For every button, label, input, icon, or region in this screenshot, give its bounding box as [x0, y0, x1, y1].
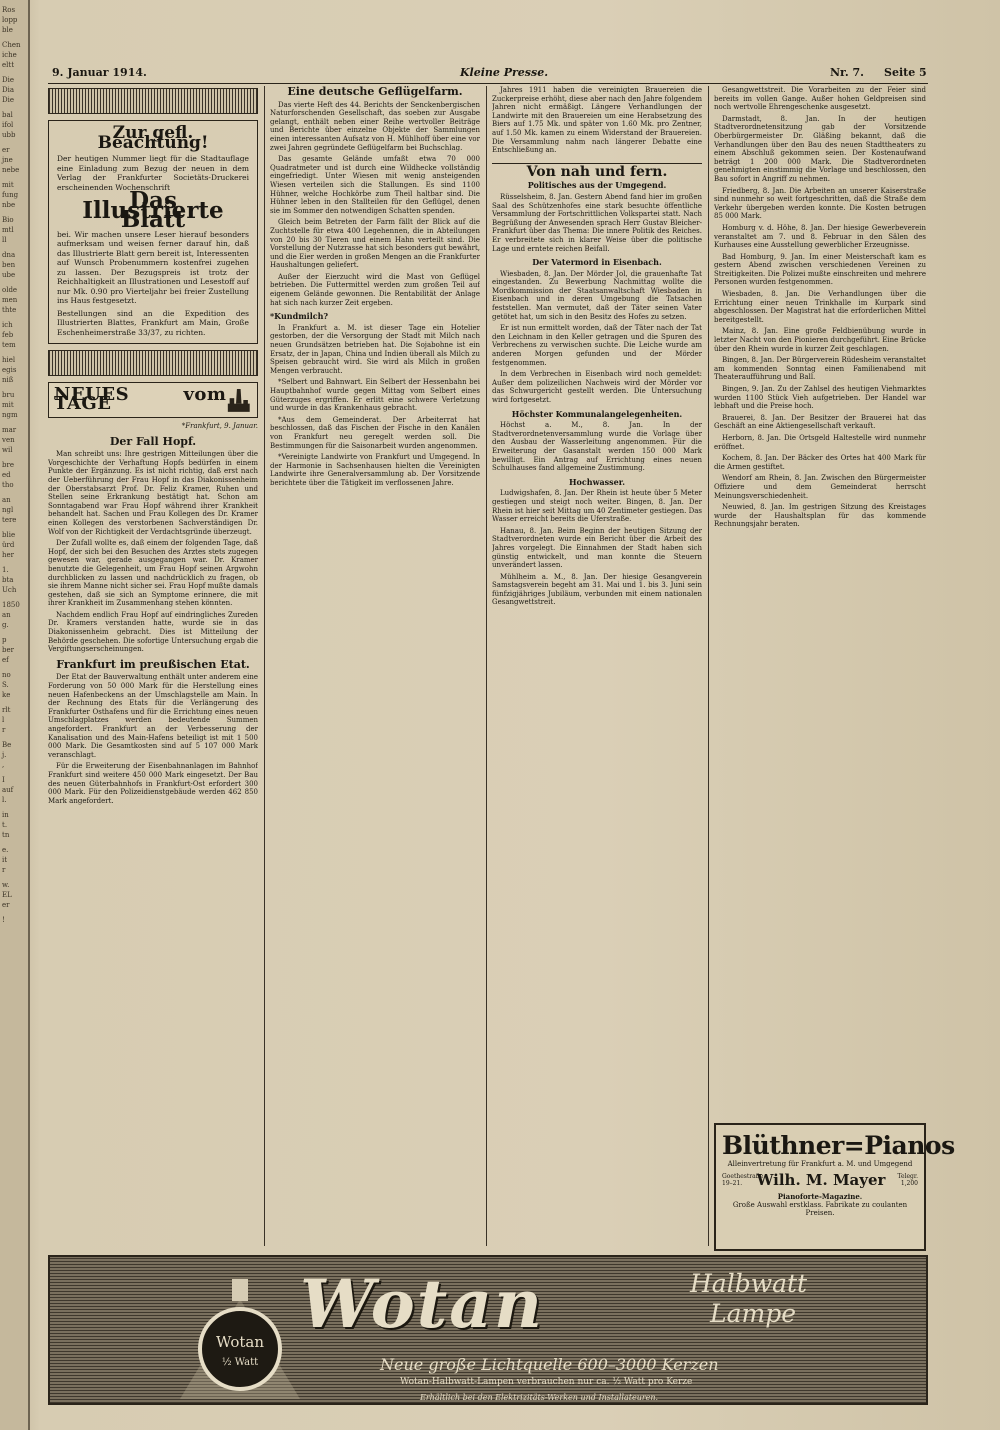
previous-page-fragment: 1. [2, 566, 9, 574]
article-paragraph: *Aus dem Gemeinderat. Der Arbeiterrat hat beschlossen, daß das Fischen der Fische in den Kanälen von Frankfurt neu geregelt werden soll. Die Bestimmungen für die Saisonarbeit wurden angenommen. [270, 415, 480, 450]
article-paragraph: Homburg v. d. Höhe, 8. Jan. Der hiesige Gewerbeverein veranstaltet am 7. und 8. Februar in den Sälen des Kurhauses eine Ausstellung gewerblicher Erzeugnisse. [714, 223, 926, 250]
previous-page-fragment: in [2, 811, 9, 819]
previous-page-fragment: p [2, 636, 7, 644]
previous-page-fragment: thte [2, 306, 17, 314]
previous-page-fragment: mit [2, 401, 14, 409]
wotan-footer: Erhältlich bei den Elektrizitäts-Werken und Installateuren. [420, 1393, 659, 1402]
previous-page-fragment: mit [2, 181, 14, 189]
ad-line: Große Auswahl erstklass. Fabrikate zu coulanten Preisen. [732, 1201, 908, 1217]
ad-line: Pianoforte-Magazine. [777, 1192, 863, 1201]
previous-page-fragment: auf [2, 786, 14, 794]
article-title: Hochwasser. [568, 476, 625, 487]
section-logo-text: NEUES vom TAGE [54, 384, 227, 414]
article-paragraph: Das vierte Heft des 44. Berichts der Senckenbergischen Naturforschenden Gesellschaft, das soeben zur Ausgabe gelangt, enthält neben einer Reihe wertvoller Beiträge und Berichte über einzelne Objekte der Sammlungen einen interessanten Aufsatz von H. Mühlhoff über eine vor zwei Jahren gegründete Geflügelfarm bei Buchschlag. [270, 100, 480, 152]
previous-page-fragment: Be [2, 741, 12, 749]
previous-page-fragment: feb [2, 331, 14, 339]
previous-page-fragment: no [2, 671, 11, 679]
wotan-note: Wotan-Halbwatt-Lampen verbrauchen nur ca. ½ Watt pro Kerze [400, 1377, 693, 1387]
previous-page-fragment: ngl [2, 506, 14, 514]
article-paragraph: Ludwigshafen, 8. Jan. Der Rhein ist heute über 5 Meter gestiegen und steigt noch weiter. Bingen, 8. Jan. Der Rhein ist hier seit Mittag um 40 Zentimeter gestiegen. Das Wasser erreicht bereits die Uferstraße. [492, 489, 702, 524]
article-paragraph: *Vereinigte Landwirte von Frankfurt und Umgegend. In der Harmonie in Sachsenhausen hielten die Vereinigten Landwirte ihre Generalversammlung ab. Der Vorsitzende berichtete über die Tätigkeit im verflossenen Jahre. [270, 453, 480, 487]
wotan-tagline: Neue große Lichtquelle 600–3000 Kerzen [380, 1355, 719, 1374]
previous-page-fragment: wil [2, 446, 13, 454]
ad-seller: Wilh. M. Mayer [756, 1171, 886, 1189]
previous-page-fragment: olde [2, 286, 18, 294]
bulb-label: Wotan [215, 1333, 265, 1351]
article-paragraph: Wiesbaden, 8. Jan. Der Mörder Jol, die grauenhafte Tat eingestanden. Zu Bewerbung Nachmittag wollte die Mordkommission der Staatsanwaltschaft Wiesbaden in Eisenbach und in deren Umgebung die Tatsachen feststellen. Man vermutet, daß der Täter seinen Vater getötet hat, um sich in den Besitz des Hofes zu setzen. [492, 269, 702, 321]
previous-page-fragment: jne [2, 156, 13, 164]
previous-page-fragment: t. [2, 821, 8, 829]
previous-page-fragment: er [2, 901, 10, 909]
notice-box [48, 120, 258, 344]
notice-paragraph: Bestellungen sind an die Expedition des Illustrierten Blattes, Frankfurt am Main, Große Eschenheimerstraße 33/37, zu richten. [57, 308, 249, 337]
previous-page-fragment: Die [2, 96, 14, 104]
previous-page-fragment: l [2, 716, 5, 724]
previous-page-fragment: g. [2, 621, 9, 629]
article-paragraph: Wendorf am Rhein, 8. Jan. Zwischen den Bürgermeister Offiziere und dem Gemeinderat herrscht Meinungsverschiedenheit. [714, 474, 926, 500]
article-paragraph: Kochem, 8. Jan. Der Bäcker des Ortes hat 400 Mark für die Armen gestiftet. [714, 454, 926, 471]
previous-page-fragment: tem [2, 341, 16, 349]
previous-page-fragment: I [2, 776, 5, 784]
previous-page-fragment: ed [2, 471, 11, 479]
article-title: Der Fall Hopf. [109, 434, 197, 448]
previous-page-edge [0, 0, 30, 1430]
previous-page-fragment: EL [2, 891, 12, 899]
article-paragraph: Gesangwettstreit. Die Vorarbeiten zu der Feier sind bereits im vollen Gange. Außer hohen Geldpreisen sind noch wertvolle Ehrengeschenke ausgesetzt. [714, 86, 926, 112]
previous-page-fragment: bal [2, 111, 13, 119]
previous-page-fragment: egis [2, 366, 17, 374]
neues-vom-tage-header [48, 382, 258, 418]
masthead-number: Nr. 7. [830, 66, 864, 79]
previous-page-fragment: tere [2, 516, 17, 524]
previous-page-fragment: r [2, 866, 6, 874]
notice-title: Zur gefl. Beachtung! [97, 123, 209, 153]
ad-address: Goethestraße 19–21. [722, 1173, 764, 1187]
article-paragraph: Bad Homburg, 9. Jan. Im einer Meisterschaft kam es gestern Abend zwischen verschiedenen Vereinen zu Streitigkeiten. Die Polizei mußte einschreiten und mehrere Personen wurden festgenommen. [714, 252, 926, 287]
article-paragraph: Wiesbaden, 8. Jan. Die Verhandlungen über die Errichtung einer neuen Trinkhalle im Kurpark sind abgeschlossen. Der Magistrat hat die erforderlichen Mittel bereitgestellt. [714, 290, 926, 324]
notice-magazine-title: Das Illustrierte Blatt [82, 187, 224, 233]
previous-page-fragment: er [2, 146, 10, 154]
previous-page-fragment: ürd [2, 541, 15, 549]
masthead-date: 9. Januar 1914. [52, 66, 147, 79]
article-paragraph: Bingen, 8. Jan. Der Bürgerverein Rüdesheim veranstaltet am kommenden Sonntag einen Familienabend mit Theateraufführung und Ball. [714, 356, 926, 382]
section-subtitle: Politisches aus der Umgegend. [527, 180, 667, 191]
previous-page-fragment: ich [2, 321, 13, 329]
notice-paragraph: Der heutigen Nummer liegt für die Stadtauflage eine Einladung zum Bezug der neuen in dem Verlag der Frankfurter Societäts-Druckerei erscheinenden Wochenschrift [57, 154, 249, 192]
article-paragraph: *Selbert und Bahnwart. Ein Selbert der Hessenbahn bei Hauptbahnhof wurde gegen Mittag vom Selbert eines Güterzuges ergriffen. Er erlitt eine schwere Verletzung und wurde in das Krankenhaus gebracht. [270, 378, 480, 413]
previous-page-fragment: w. [2, 881, 10, 889]
previous-page-fragment: mtl [2, 226, 14, 234]
article-paragraph: Der Etat der Bauverwaltung enthält unter anderem eine Forderung von 50 000 Mark für die Herstellung eines neuen Hafenbeckens an der Umschlagstelle am Main. In der Rechnung des Etats für die Verlängerung des Frankfurter Osthafens und für die Errichtung eines neuen Umschlagplatzes werden bedeutende Summen angefordert. Frankfurt an der Verbesserung der Kanalisation und des Main-Hafens beteiligt ist mit 1 500 000 Mark. Die Gesamtkosten sind auf 5 107 000 Mark veranschlagt. [48, 673, 258, 759]
previous-page-fragment: Ros [2, 6, 16, 14]
previous-page-fragment: l. [2, 796, 7, 804]
previous-page-fragment: ef [2, 656, 9, 664]
column-2 [270, 86, 480, 1246]
article-title: Eine deutsche Geflügelfarm. [287, 86, 463, 98]
previous-page-fragment: r [2, 726, 6, 734]
article-paragraph: Außer der Eierzucht wird die Mast von Geflügel betrieben. Die Futtermittel werden zum großen Teil auf eigenem Gelände gewonnen. Die Rentabilität der Anlage hat sich nach kurzer Zeit ergeben. [270, 272, 480, 307]
previous-page-fragment: ubb [2, 131, 16, 139]
previous-page-fragment: ifol [2, 121, 14, 129]
notice-paragraph: bei. Wir machen unsere Leser hierauf besonders aufmerksam und weisen ferner darauf hin, daß das Illustrierte Blatt gern bereit ist, Interessenten auf Wunsch Probenummern kostenfrei zugehen zu lassen. Der Bezugspreis ist trotz der Reichhaltigkeit an Illustrationen und Lesestoff auf nur Mk. 0.90 pro Vierteljahr bei freier Zustellung ins Haus festgesetzt. [57, 229, 249, 305]
previous-page-fragment: dna [2, 251, 16, 259]
previous-page-fragment: nebe [2, 166, 20, 174]
previous-page-fragment: ben [2, 261, 16, 269]
column-1 [48, 86, 258, 1246]
article-paragraph: Jahres 1911 haben die vereinigten Brauereien die Zuckerpreise erhöht, diese aber nach den Jahre folgendem Jahren nicht ermäßigt. Längere Verhandlungen der Landwirte mit den Brauereien um eine Herabsetzung des Biers auf 1.75 Mk. und später von 1.60 Mk. pro Zentner, auf 1.50 Mk. kamen zu einem Widerstand der Brauereien. Die Versammlung nahm nach längerer Debatte eine Entschließung an. [492, 86, 702, 155]
ad-line: Alleinvertretung für Frankfurt a. M. und Umgegend [727, 1160, 913, 1168]
article-paragraph: Mühlheim a. M., 8. Jan. Der hiesige Gesangverein Samstagsverein begeht am 31. Mai und 1. bis 3. Juni sein fünfzigjähriges Jubiläum, verbunden mit einem nationalen Gesangwettstreit. [492, 572, 702, 607]
article-heading: *Kundmilch? [270, 311, 329, 322]
ornament-band [48, 88, 258, 114]
previous-page-fragment: bta [2, 576, 14, 584]
previous-page-fragment: an [2, 611, 11, 619]
previous-page-fragment: tn [2, 831, 10, 839]
previous-page-fragment: eltt [2, 61, 15, 69]
column-3 [492, 86, 702, 1246]
previous-page-fragment: hiel [2, 356, 16, 364]
previous-page-fragment: rlt [2, 706, 11, 714]
article-paragraph: Gleich beim Betreten der Farm fällt der Blick auf die Zuchtstelle für etwa 400 Legehennen, die in Abteilungen von 20 bis 30 Tieren und einem Hahn verteilt sind. Die Vorstellung der Nutzrasse hat sich besonders gut bewährt, und die Eier werden in großen Mengen an die Frankfurter Haushaltungen geliefert. [270, 218, 480, 270]
section-title: Von nah und fern. [492, 163, 702, 177]
bluethner-piano-ad [714, 1123, 955, 1251]
lightbulb-icon [180, 1279, 300, 1399]
previous-page-fragment: ble [2, 26, 13, 34]
article-paragraph: Er ist nun ermittelt worden, daß der Täter nach der Tat den Leichnam in den Keller getragen und die Spuren des Verbrechens zu verwischen suchte. Die Leiche wurde am anderen Morgen gefunden und der Mörder festgenommen. [492, 324, 702, 367]
article-paragraph: Herborn, 8. Jan. Die Ortsgeld Haltestelle wird nunmehr eröffnet. [714, 433, 926, 451]
masthead-paper: Kleine Presse. [460, 66, 549, 79]
previous-page-fragment: ke [2, 691, 11, 699]
previous-page-fragment: Chen [2, 41, 21, 49]
wotan-brand: Wotan [300, 1265, 544, 1343]
article-title: Höchster Kommunalangelegenheiten. [511, 408, 683, 419]
ad-telephone: Telegr. 1,200 [897, 1173, 918, 1187]
article-paragraph: Man schreibt uns: Ihre gestrigen Mitteilungen über die Vorgeschichte der Verhaftung Hopfs bedürfen in einem Punkte der Ergänzung. Es ist nicht richtig, daß erst nach der Ueberführung der Frau Hopf in das Diakonissenheim der Oberstabsarzt Prof. Dr. Feliz Kramer, Ruhen und Stellen seine Erkrankung bestätigt hat. Schon am Sonntagabend war Frau Hopf während ihrer Krankheit behandelt hat. Sachen und Frau Kollegen des Dr. Kramer einen Kollegen des verstorbenen Sachverständigen Dr. Wolf von der Richtigkeit der Verdachtsgründe überzeugt. [48, 450, 258, 536]
article-paragraph: Bingen, 9. Jan. Zu der Zahlsel des heutigen Viehmarktes wurden 1100 Stück Vieh aufgetrieben. Der Handel war lebhaft und die Preise hoch. [714, 385, 926, 411]
previous-page-fragment: fung [2, 191, 19, 199]
wotan-subtitle-line2: Lampe [710, 1299, 797, 1328]
previous-page-fragment: lopp [2, 16, 18, 24]
article-title: Frankfurt im preußischen Etat. [56, 657, 250, 671]
article-title: Der Vatermord in Eisenbach. [532, 257, 662, 268]
article-paragraph: Nachdem endlich Frau Hopf auf eindringliches Zureden Dr. Kramers verstanden hatte, wurde sie in das Diakonissenheim gebracht. Dies ist Mitteilung der Behörde geschehen. Die sofortige Untersuchung ergab die Vergiftungserscheinungen. [48, 610, 258, 654]
article-paragraph: Friedberg, 8. Jan. Die Arbeiten an unserer Kaiserstraße sind nunmehr so weit fortgeschritten, daß die Straße dem Verkehr übergeben werden konnte. Die Kosten betrugen 85 000 Mark. [714, 186, 926, 221]
previous-page-fragment: ven [2, 436, 15, 444]
previous-page-fragment: Dia [2, 86, 15, 94]
wotan-lamp-ad [48, 1255, 928, 1405]
article-paragraph: Brauerei, 8. Jan. Der Besitzer der Brauerei hat das Geschäft an eine Aktiengesellschaft verkauft. [714, 413, 926, 431]
article-paragraph: Das gesamte Gelände umfaßt etwa 70 000 Quadratmeter und ist durch eine Wildhecke vollständig eingefriedigt. Unter Wiesen mit wenig ansteigenden Wiesen verteilen sich die Stallungen. Es sind 1100 Hühner, welche Hochkörbe zum Theil haltbar sind. Die Hühner leben in den Stallteilen für den Geflügel, denen sie im Sommer den notwendigen Schatten spenden. [270, 155, 480, 215]
previous-page-fragment: bru [2, 391, 15, 399]
masthead-page: Seite 5 [884, 66, 927, 79]
column-rule [264, 86, 265, 1246]
article-paragraph: In dem Verbrechen in Eisenbach wird noch gemeldet: Außer dem polizeilichen Nachweis wird der Mörder vor das Schwurgericht gestellt werden. Die Untersuchung wird fortgesetzt. [492, 370, 702, 404]
previous-page-fragment: Bio [2, 216, 14, 224]
previous-page-fragment: mar [2, 426, 17, 434]
article-paragraph: Hanau, 8. Jan. Beim Beginn der heutigen Sitzung der Stadtverordneten wurde ein Bericht über die Arbeit des Jahres vorgelegt. Die Einnahmen der Stadt haben sich günstig entwickelt, und man konnte die Steuern unverändert lassen. [492, 526, 702, 570]
previous-page-fragment: an [2, 496, 11, 504]
previous-page-fragment: S. [2, 681, 9, 689]
article-paragraph: Rüsselsheim, 8. Jan. Gestern Abend fand hier im großen Saal des Schützenhofes eine stark besuchte öffentliche Versammlung der Fortschrittlichen Volkspartei statt. Nach Begrüßung der Anwesenden sprach Herr Gustav Bleicher-Frankfurt über das Thema: Die innere Politik des Reiches. Er verbreitete sich in klarer Weise über die politische Lage und erntete reichen Beifall. [492, 192, 702, 253]
previous-page-fragment: men [2, 296, 18, 304]
article-paragraph: Neuwied, 8. Jan. Im gestrigen Sitzung des Kreistages wurde der Haushaltsplan für das kommende Rechnungsjahr beraten. [714, 503, 926, 529]
article-paragraph: In Frankfurt a. M. ist dieser Tage ein Hotelier gestorben, der die Versorgung der Stadt mit Milch nach neuen Grundsätzen betrieben hat. Die Sojabohne ist ein Ersatz, der in Japan, China und Indien überall als Milch zu Speisen gebraucht wird. Sie wird als Milch in großen Mengen verbraucht. [270, 323, 480, 375]
previous-page-fragment: ! [2, 916, 5, 924]
bulb-sublabel: ½ Watt [221, 1357, 259, 1368]
previous-page-fragment: tho [2, 481, 14, 489]
previous-page-fragment: blie [2, 531, 16, 539]
previous-page-fragment: Die [2, 76, 14, 84]
previous-page-fragment: her [2, 551, 14, 559]
ornament-band [48, 350, 258, 376]
previous-page-fragment: ber [2, 646, 14, 654]
cathedral-icon [226, 386, 252, 414]
column-rule [708, 86, 709, 1246]
previous-page-fragment: niß [2, 376, 14, 384]
previous-page-fragment: , [2, 761, 5, 769]
ad-brand: Blüthner=Pianos [722, 1131, 955, 1160]
wotan-subtitle [690, 1269, 807, 1329]
dateline: *Frankfurt, 9. Januar. [181, 422, 258, 430]
column-4 [714, 86, 955, 1246]
previous-page-fragment: nbe [2, 201, 16, 209]
article-paragraph: Für die Erweiterung der Eisenbahnanlagen im Bahnhof Frankfurt sind weitere 450 000 Mark eingesetzt. Der Bau des neuen Güterbahnhofs in Frankfurt-Ost erfordert 300 000 Mark. Für den Polizeidienstgebäude werden 462 850 Mark angefordert. [48, 762, 258, 805]
article-paragraph: Höchst a. M., 8. Jan. In der Stadtverordnetenversammlung wurde die Vorlage über den Ausbau der Wasserleitung angenommen. Für die Erweiterung der Gasanstalt werden 150 000 Mark bewilligt. Ein Antrag auf Errichtung eines neuen Schulhauses fand allgemeine Zustimmung. [492, 421, 702, 473]
previous-page-fragment: 1850 [2, 601, 20, 609]
column-rule [486, 86, 487, 1246]
article-paragraph: Mainz, 8. Jan. Eine große Feldbienübung wurde in letzter Nacht von den Pionieren durchgeführt. Eine Brücke über den Rhein wurde in kurzer Zeit geschlagen. [714, 327, 926, 353]
article-paragraph: Darmstadt, 8. Jan. In der heutigen Stadtverordnetensitzung gab der Vorsitzende Oberbürgermeister Dr. Gläßing bekannt, daß die Verhandlungen über den Bau des neuen Stadttheaters zu einem Abschluß gekommen seien. Der Kostenaufwand beträgt 1 200 000 Mark. Die Stadtverordneten genehmigten einstimmig die Vorlage und beschlossen, den Bau sofort in Angriff zu nehmen. [714, 114, 926, 183]
wotan-subtitle-line1: Halbwatt [690, 1269, 808, 1298]
previous-page-fragment: it [2, 856, 8, 864]
previous-page-fragment: e. [2, 846, 9, 854]
masthead [48, 62, 928, 84]
previous-page-fragment: j. [2, 751, 7, 759]
previous-page-fragment: bre [2, 461, 14, 469]
previous-page-fragment: ngm [2, 411, 18, 419]
previous-page-fragment: iche [2, 51, 17, 59]
previous-page-fragment: Uch [2, 586, 17, 594]
previous-page-fragment: ube [2, 271, 16, 279]
previous-page-fragment: ll [2, 236, 7, 244]
article-paragraph: Der Zufall wollte es, daß einem der folgenden Tage, daß Hopf, der sich bei den Besuchen des Arztes stets zugegen gewesen war, gerade ausgegangen war. Dr. Kramer benutzte die Gelegenheit, um Frau Hopf seinen Argwohn durchblicken zu lassen und nachdrücklich zu fragen, ob sie ihrem Manne nicht sicher sei. Frau Hopf mußte damals gestehen, daß sie sich an Symptome erinnere, die mit ihrer Krankheit im Zusammenhang stehen könnten. [48, 539, 258, 608]
